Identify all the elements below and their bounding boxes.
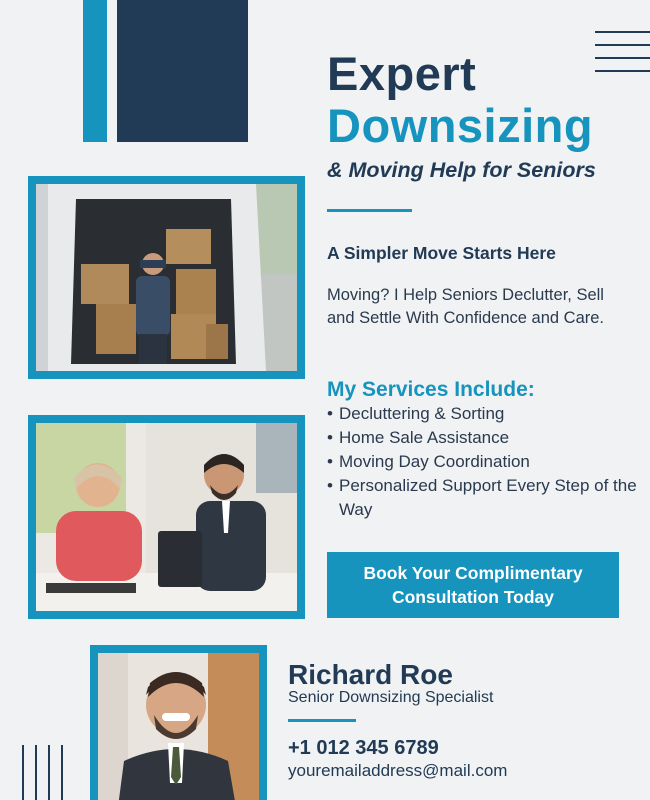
book-consultation-button[interactable]: [327, 552, 619, 618]
portrait-illustration: [98, 653, 259, 800]
headline-downsizing: Downsizing: [327, 99, 594, 152]
cta-label-line1: Book Your Complimentary: [363, 563, 583, 583]
contact-job-title: Senior Downsizing Specialist: [288, 689, 494, 706]
section-tagline: A Simpler Move Starts Here: [327, 243, 556, 263]
divider-rule: [327, 209, 412, 212]
services-heading: My Services Include:: [327, 378, 535, 401]
list-item: • Moving Day Coordination: [327, 450, 637, 474]
consultation-meeting-photo: [28, 415, 305, 619]
list-item: • Home Sale Assistance: [327, 426, 637, 450]
moving-van-illustration: [36, 184, 297, 371]
services-list: [327, 402, 637, 522]
headline-subtitle: & Moving Help for Seniors: [327, 158, 596, 182]
headline-expert: Expert: [327, 47, 477, 100]
decorative-lines-top-right: [595, 31, 650, 73]
decorative-navy-block: [117, 0, 248, 142]
contact-email-link[interactable]: youremailaddress@mail.com: [288, 761, 508, 780]
cta-label-line2: Consultation Today: [391, 587, 554, 607]
list-item: • Decluttering & Sorting: [327, 402, 637, 426]
intro-paragraph: Moving? I Help Seniors Declutter, Sell and Settle With Confidence and Care.: [327, 286, 604, 327]
meeting-illustration: [36, 423, 297, 611]
list-item: • Personalized Support Every Step of the Way: [327, 474, 637, 522]
decorative-lines-bottom-left: [22, 745, 66, 800]
specialist-portrait-photo: [90, 645, 267, 800]
contact-phone-link[interactable]: +1 012 345 6789: [288, 737, 439, 759]
contact-divider: [288, 719, 356, 722]
moving-van-photo: [28, 176, 305, 379]
decorative-blue-stripe: [83, 0, 107, 142]
contact-name: Richard Roe: [288, 659, 453, 690]
